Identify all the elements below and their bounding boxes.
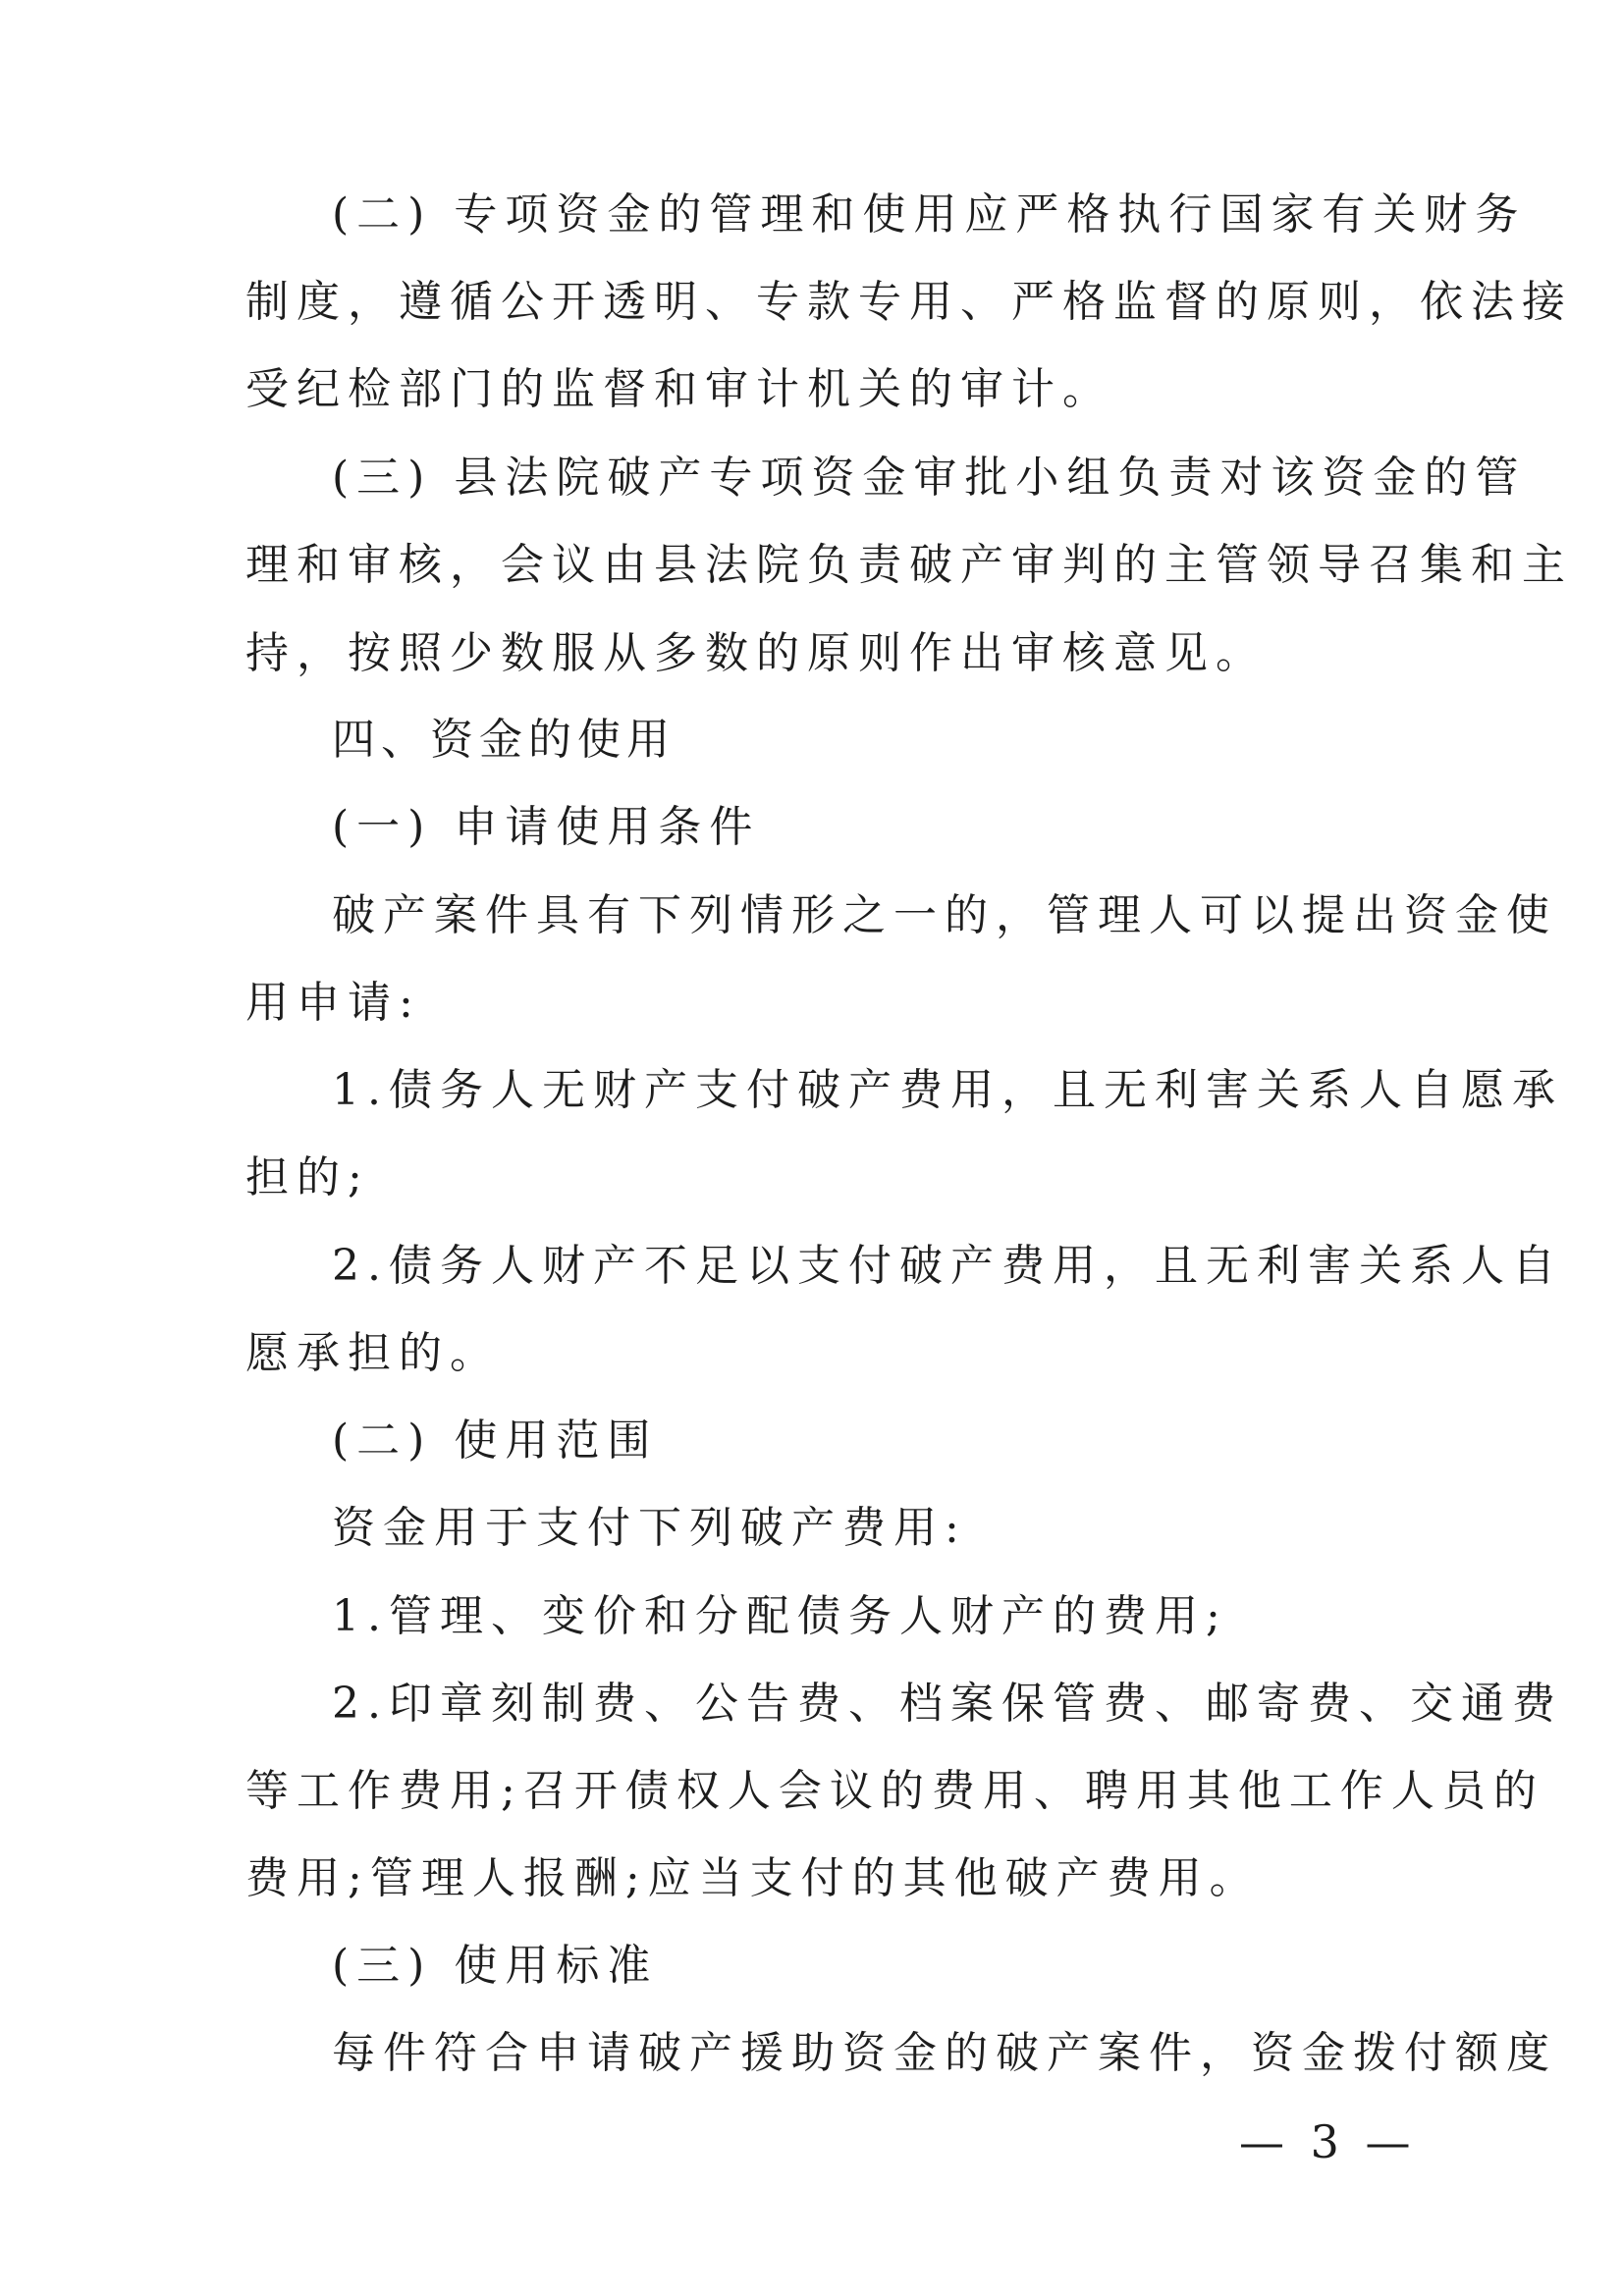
page-number: — 3 — [1239, 2115, 1417, 2168]
paragraph-line: (二) 专项资金的管理和使用应严格执行国家有关财务 [332, 189, 1527, 240]
section-heading: 四、资金的使用 [332, 715, 676, 765]
list-item: 1.管理、变价和分配债务人财产的费用; [332, 1591, 1228, 1641]
subsection-heading: (三) 使用标准 [332, 1941, 659, 1991]
list-item: 1.债务人无财产支付破产费用，且无利害关系人自愿承 [332, 1065, 1563, 1115]
paragraph-line: 受纪检部门的监督和审计机关的审计。 [245, 364, 1113, 414]
paragraph-line: 制度，遵循公开透明、专款专用、严格监督的原则，依法接 [245, 277, 1573, 327]
paragraph-line: 担的; [245, 1152, 370, 1202]
paragraph-line: 破产案件具有下列情形之一的，管理人可以提出资金使 [332, 890, 1557, 940]
paragraph-line: 费用;管理人报酬;应当支付的其他破产费用。 [245, 1853, 1261, 1903]
paragraph-line: 理和审核，会议由县法院负责破产审判的主管领导召集和主 [245, 540, 1573, 590]
paragraph-line: 愿承担的。 [245, 1328, 501, 1378]
paragraph-line: 每件符合申请破产援助资金的破产案件，资金拨付额度 [332, 2028, 1557, 2078]
subsection-heading: (一) 申请使用条件 [332, 802, 761, 852]
paragraph-line: 用申请: [245, 978, 421, 1028]
paragraph-line: 资金用于支付下列破产费用: [332, 1503, 967, 1553]
paragraph-line: (三) 县法院破产专项资金审批小组负责对该资金的管 [332, 453, 1527, 503]
list-item: 2.债务人财产不足以支付破产费用，且无利害关系人自 [332, 1241, 1563, 1291]
list-item: 2.印章刻制费、公告费、档案保管费、邮寄费、交通费 [332, 1679, 1563, 1729]
paragraph-line: 持，按照少数服从多数的原则作出审核意见。 [245, 628, 1267, 678]
subsection-heading: (二) 使用范围 [332, 1415, 659, 1466]
paragraph-line: 等工作费用;召开债权人会议的费用、聘用其他工作人员的 [245, 1766, 1544, 1816]
